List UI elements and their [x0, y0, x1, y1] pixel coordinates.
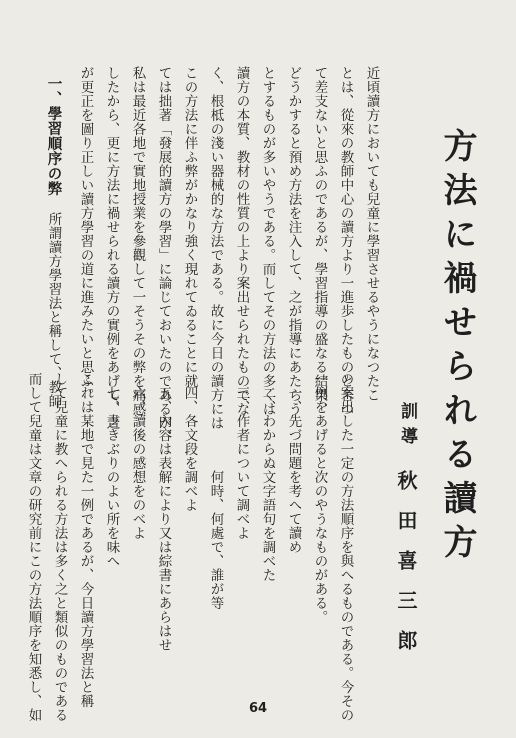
closing-line-3: 而して兒童は文章の研究前にこの方法順序を知悉し、如 [25, 372, 42, 722]
list-item-5: 五、內容は表解により又は綜書にあらはせ [155, 386, 172, 652]
list-item-7: 七、書きぶりのよい所を味へ [103, 386, 120, 568]
upper-line-6: 讀方の本質、教材の性質の上より案出せられたものでな [233, 66, 250, 416]
upper-line-9: ては拙著「發展的讀方の學習」に論じておいたのであるが、 [155, 66, 172, 444]
section-heading: 一、學習順序の弊 [45, 76, 63, 196]
list-item-6: 六、讀後の感想をのべよ [129, 386, 146, 540]
list-sub-line: 何時、何處で、誰が等 [207, 470, 224, 610]
upper-line-4: どうかすると預め方法を注入して、之が指導にあたらう [285, 66, 302, 416]
list-item-4: 四、各文段を調べよ [181, 386, 198, 512]
lower-line-2: 一例をあげると次のやうなものがある。 [311, 372, 328, 624]
upper-line-5: とするものが多いやうである。而してその方法の多くは [259, 66, 276, 416]
upper-line-10: 私は最近各地で實地授業を參觀して一そうその弊を痛感 [129, 66, 146, 416]
upper-line-7: く、根柢の淺い器械的な方法である。故に今日の讀方には [207, 66, 224, 430]
upper-line-12: が更正を圖り正しい讀方學習の道に進みたいと思ふ。 [77, 66, 94, 402]
upper-line-8: この方法に伴ふ弊がかなり強く現れてゐることに就 [181, 66, 198, 388]
list-item-1: 一、先づ問題を考へて讀め [285, 386, 302, 554]
list-item-3: 三、作者について調べよ [233, 386, 250, 540]
list-item-2: 二、わからぬ文字語句を調べた [259, 386, 276, 582]
closing-line-1: これは某地で見た一例であるが、今日讀方學習法と稱 [77, 372, 94, 708]
byline-label: 訓導 [397, 402, 417, 452]
article-title: 方法に禍せられる讀方 [437, 128, 477, 568]
upper-line-11: したから、更に方法に禍せられる讀方の實例をあげて、之 [103, 66, 120, 430]
section-first-line: 所謂讀方學習法と稱して、教師 [45, 212, 62, 408]
upper-line-2: とは、從來の教師中心の讀方より一進歩したものと言つ [337, 66, 354, 416]
author-name: 秋田喜三郎 [394, 470, 418, 670]
upper-line-3: て差支ないと思ふのであるが、學習指導の盛なる結果、 [311, 66, 328, 416]
closing-line-2: して兒童に教へられる方法は多く之と類似のものである [51, 372, 68, 722]
page-number: 64 [248, 701, 268, 716]
lower-line-1: の案出した一定の方法順序を與へるものである。今その [337, 372, 354, 722]
upper-line-1: 近頃讀方においても兒童に學習させるやうになつたこ [363, 66, 380, 402]
